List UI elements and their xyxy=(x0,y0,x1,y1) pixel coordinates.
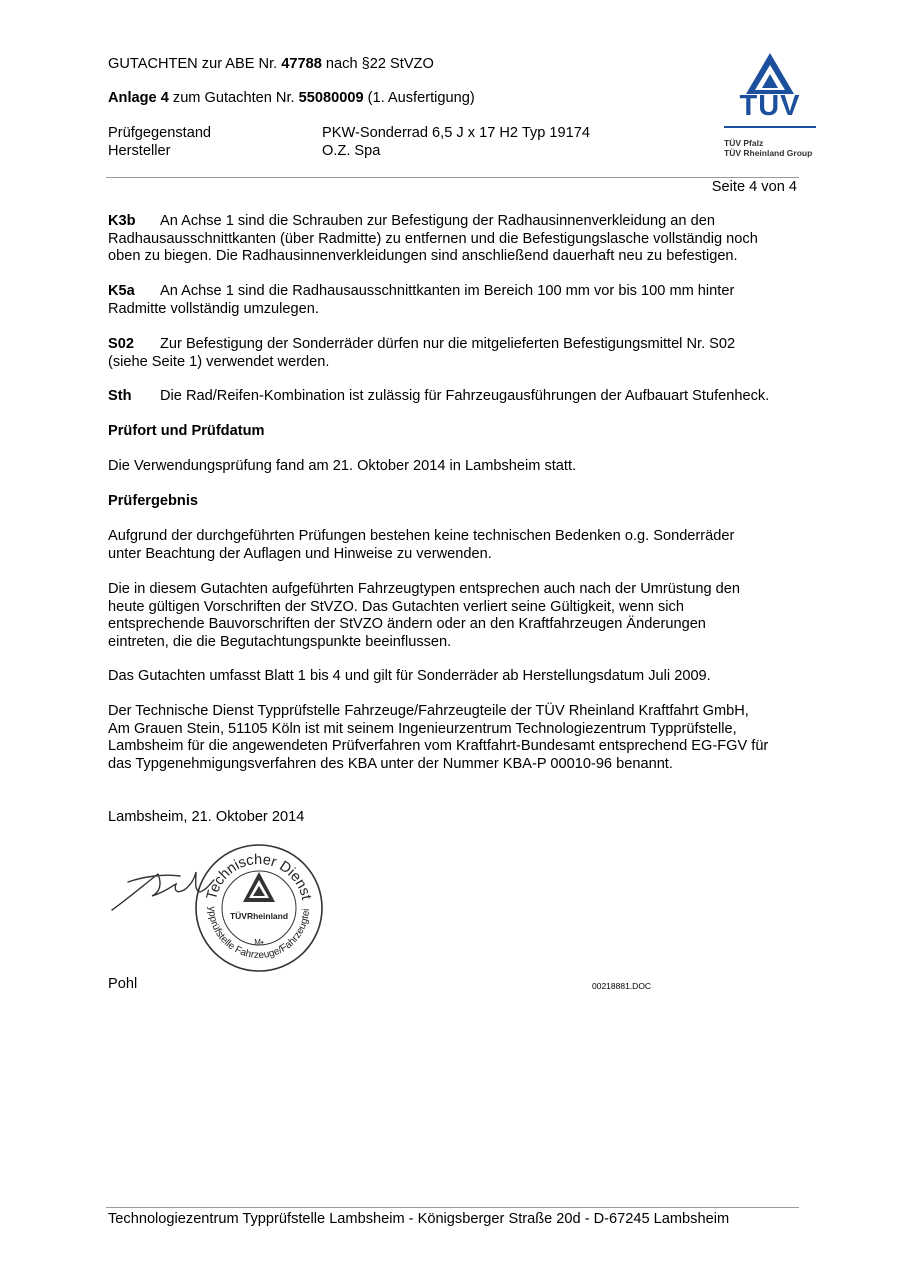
footer-divider xyxy=(106,1207,799,1208)
section-title-pruefort: Prüfort und Prüfdatum xyxy=(108,423,265,439)
stamp-bottom-text: ypprüfstelle Fahrzeuge/Fahrzeugtei xyxy=(205,906,313,962)
condition-sth: Sth Die Rad/Reifen-Kombination ist zulässig für Fahrzeugausführungen der Aufbauart Stufenheck. xyxy=(108,388,770,404)
header-divider xyxy=(106,177,799,178)
field-label-hersteller: Hersteller xyxy=(108,143,171,159)
tuev-logo-rule xyxy=(724,126,816,128)
condition-s02: S02 Zur Befestigung der Sonderräder dürfen nur die mitgelieferten Befestigungsmittel Nr. S02 (siehe Seite 1) verwendet werden. xyxy=(108,336,736,370)
tuev-logo-sub1: TÜV Pfalz xyxy=(724,138,764,148)
section-title-pruefergebnis: Prüfergebnis xyxy=(108,493,199,509)
page-number: Seite 4 von 4 xyxy=(711,179,797,195)
header-line-1: GUTACHTEN zur ABE Nr. 47788 nach §22 StVZO xyxy=(108,56,434,72)
tuev-logo xyxy=(722,52,818,162)
stamp-brand-text: TÜVRheinland xyxy=(229,911,289,921)
place-date: Lambsheim, 21. Oktober 2014 xyxy=(108,809,305,825)
signer-name: Pohl xyxy=(108,976,138,992)
footer-address: Technologiezentrum Typprüfstelle Lambsheim - Königsberger Straße 20d - D-67245 Lambsheim xyxy=(108,1211,730,1227)
header-line-2: Anlage 4 zum Gutachten Nr. 55080009 (1. Ausfertigung) xyxy=(108,90,475,106)
field-value-hersteller: O.Z. Spa xyxy=(322,143,381,159)
tuev-logo-text: TÜV xyxy=(739,90,801,122)
result-paragraph-1: Aufgrund der durchgeführten Prüfungen bestehen keine technischen Bedenken o.g. Sonderräder unter Beachtung der Auflagen und Hinweise zu verwenden. xyxy=(108,528,735,562)
field-value-pruefgegenstand: PKW-Sonderrad 6,5 J x 17 H2 Typ 19174 xyxy=(322,125,590,141)
tuev-logo-sub2: TÜV Rheinland Group xyxy=(724,148,813,158)
result-paragraph-2: Die in diesem Gutachten aufgeführten Fahrzeugtypen entsprechen auch nach der Umrüstung den heute gültigen Vorschriften der StVZO. Das Gutachten verliert seine Gültigkeit, wenn sich entsprechende Bauvorschriften der StVZO ändern oder an den Kraftfahrzeugen Änderungen eintreten, die die Begutachtungspunkte beeinflussen. xyxy=(108,581,740,650)
condition-k3b: K3b An Achse 1 sind die Schrauben zur Befestigung der Radhausinnenverkleidung an den Radhausausschnittkanten (über Radmitte) zu entfernen und die Befestigungslasche vollständig noch oben zu biegen. Die Radhausinnenverkleidungen sind anschließend dauerhaft neu zu befestigen. xyxy=(108,213,758,265)
document-id: 00218881.DOC xyxy=(592,981,652,991)
field-label-pruefgegenstand: Prüfgegenstand xyxy=(108,125,212,141)
stamp-mark-text: M• xyxy=(254,938,264,947)
stamp-triangle-icon xyxy=(243,872,275,902)
condition-k5a: K5a An Achse 1 sind die Radhausausschnittkanten im Bereich 100 mm vor bis 100 mm hinter Radmitte vollständig umzulegen. xyxy=(108,283,735,317)
section-text-pruefort: Die Verwendungsprüfung fand am 21. Oktober 2014 in Lambsheim statt. xyxy=(108,458,577,474)
stamp-top-text: Technischer Dienst xyxy=(203,851,315,902)
result-paragraph-4: Der Technische Dienst Typprüfstelle Fahrzeuge/Fahrzeugteile der TÜV Rheinland Kraftfahrt GmbH, Am Grauen Stein, 51105 Köln ist mit seinem Ingenieurzentrum Technologiezentrum Typprüfstelle, Lambsheim für die angewendeten Prüfverfahren vom Kraftfahrt-Bundesamt entsprechend EG-FGV für das Typgenehmigungsverfahren des KBA unter der Nummer KBA-P 00010-96 benannt. xyxy=(108,703,769,772)
result-paragraph-3: Das Gutachten umfasst Blatt 1 bis 4 und gilt für Sonderräder ab Herstellungsdatum Juli 2009. xyxy=(108,668,711,684)
official-stamp xyxy=(193,842,325,974)
